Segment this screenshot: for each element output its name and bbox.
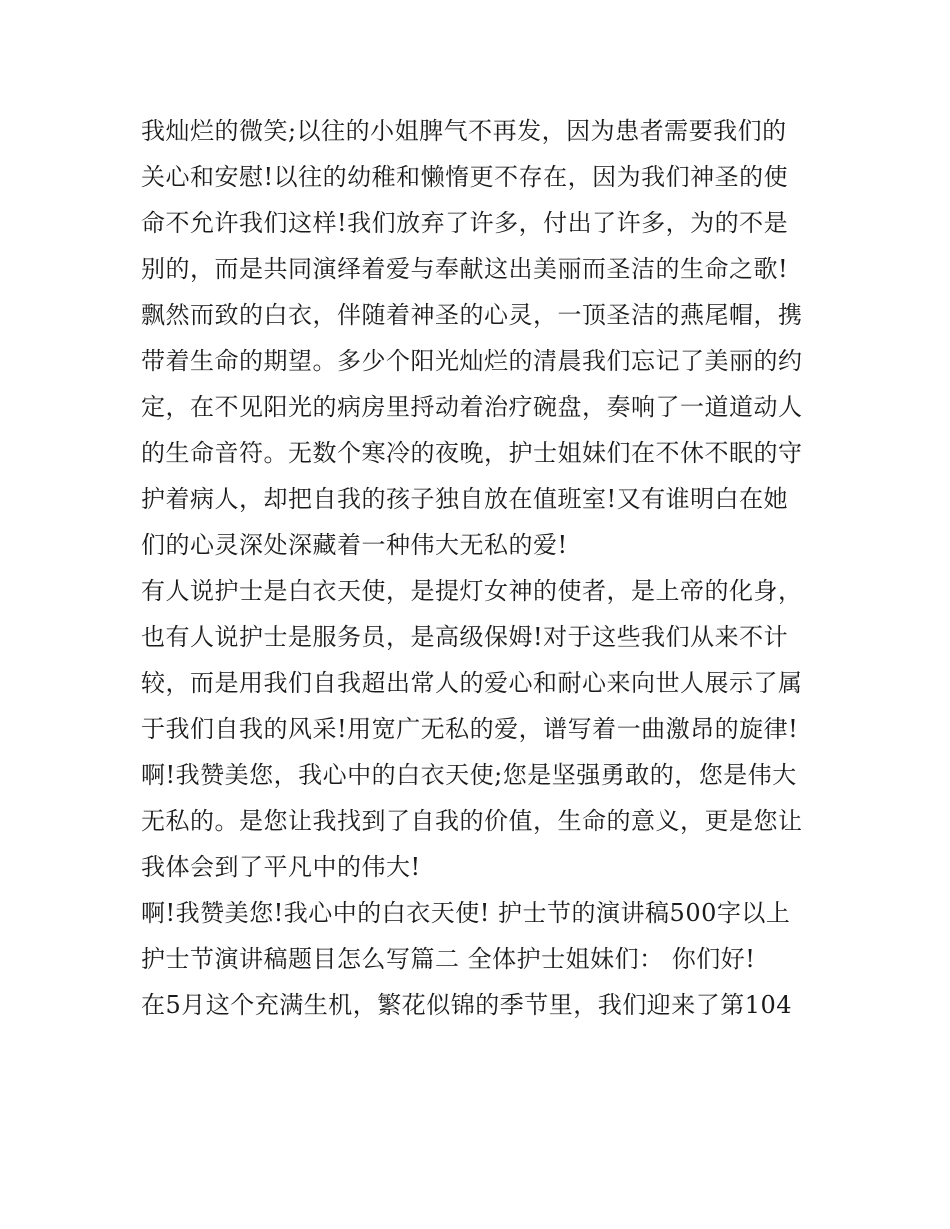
text-line: 有人说护士是白衣天使，是提灯女神的使者，是上帝的化身，	[141, 577, 803, 605]
text-line: 在5月这个充满生机，繁花似锦的季节里，我们迎来了第104	[141, 991, 793, 1019]
text-line: 我灿烂的微笑;以往的小姐脾气不再发，因为患者需要我们的	[141, 117, 787, 145]
text-line: 无私的。是您让我找到了自我的价值，生命的意义，更是您让	[141, 807, 803, 835]
text-line: 较，而是用我们自我超出常人的爱心和耐心来向世人展示了属	[141, 669, 803, 697]
text-line: 护着病人，却把自我的孩子独自放在值班室!又有谁明白在她	[141, 485, 789, 513]
text-line: 的生命音符。无数个寒冷的夜晚，护士姐妹们在不休不眠的守	[141, 439, 803, 467]
text-line: 啊!我赞美您!我心中的白衣天使! 护士节的演讲稿500字以上	[141, 899, 791, 927]
text-line: 命不允许我们这样!我们放弃了许多，付出了许多，为的不是	[141, 209, 789, 237]
text-line: 们的心灵深处深藏着一种伟大无私的爱!	[141, 531, 568, 559]
text-line: 护士节演讲稿题目怎么写篇二 全体护士姐妹们： 你们好!	[141, 945, 756, 973]
text-line: 定，在不见阳光的病房里捋动着治疗碗盘，奏响了一道道动人	[141, 393, 803, 421]
text-line: 于我们自我的风采!用宽广无私的爱，谱写着一曲激昂的旋律!	[141, 715, 799, 743]
text-line: 带着生命的期望。多少个阳光灿烂的清晨我们忘记了美丽的约	[141, 347, 803, 375]
text-line: 啊!我赞美您，我心中的白衣天使;您是坚强勇敢的，您是伟大	[141, 761, 797, 789]
text-line: 也有人说护士是服务员，是高级保姆!对于这些我们从来不计	[141, 623, 789, 651]
text-line: 别的，而是共同演绎着爱与奉献这出美丽而圣洁的生命之歌!	[141, 255, 789, 283]
text-line: 我体会到了平凡中的伟大!	[141, 853, 421, 881]
text-line: 飘然而致的白衣，伴随着神圣的心灵，一顶圣洁的燕尾帽，携	[141, 301, 803, 329]
document-body	[141, 108, 821, 1028]
text-line: 关心和安慰!以往的幼稚和懒惰更不存在，因为我们神圣的使	[141, 163, 789, 191]
